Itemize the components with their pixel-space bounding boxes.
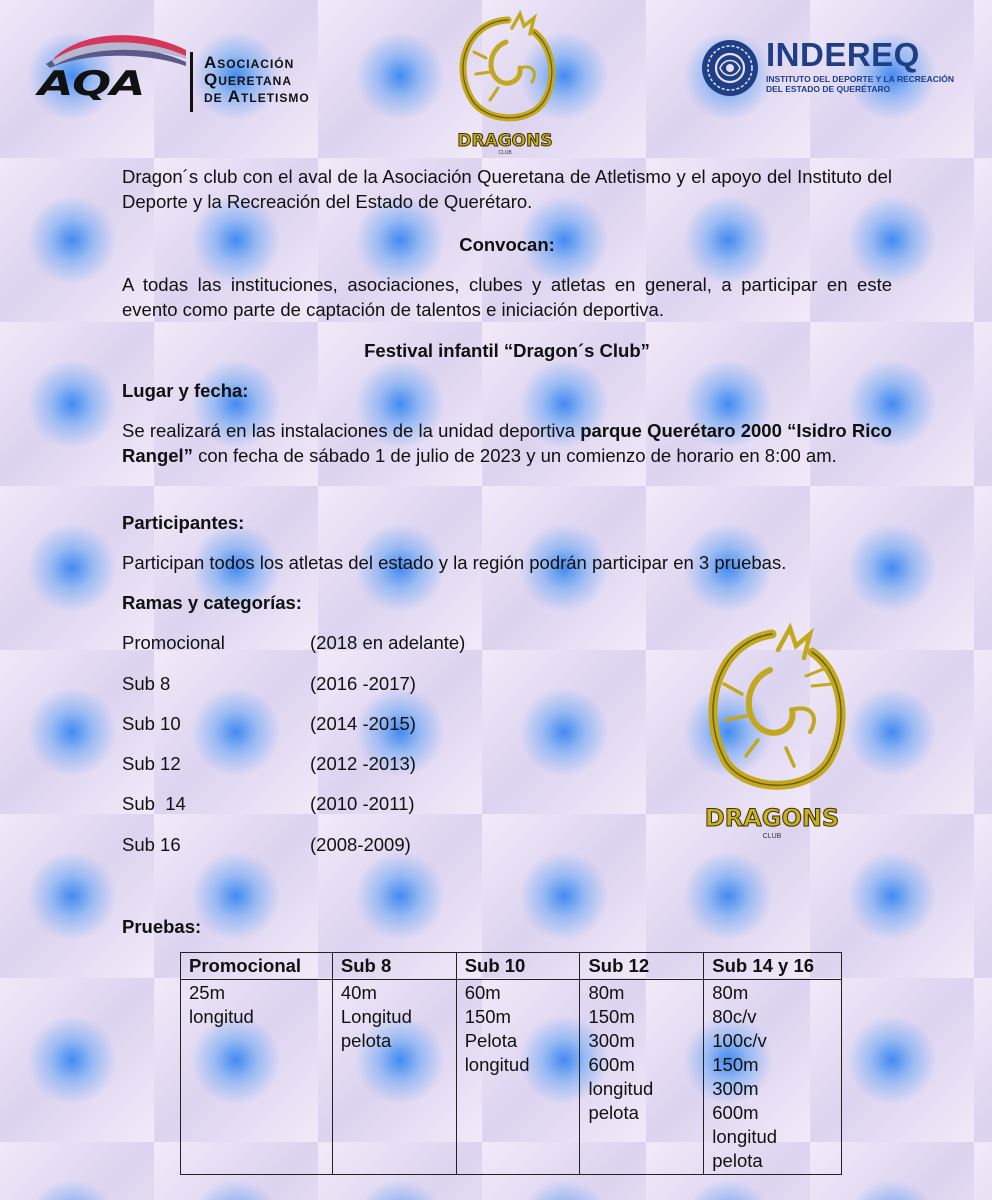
category-name: Sub 12: [122, 753, 181, 774]
event-item: longitud: [464, 1054, 530, 1075]
indereq-sub1: INSTITUTO DEL DEPORTE Y LA RECREACIÓN: [766, 74, 954, 84]
table-cell: [704, 980, 842, 1175]
festival-title: Festival infantil “Dragon´s Club”: [364, 340, 650, 361]
indereq-logo: [700, 36, 980, 106]
pruebas-heading: Pruebas:: [122, 916, 202, 937]
dragons-club-side: CLUB: [762, 833, 782, 840]
event-item: longitud: [189, 1006, 254, 1027]
event-item: 80m: [588, 982, 625, 1003]
lugar-paragraph: [122, 418, 892, 468]
pruebas-table: [180, 952, 842, 1175]
dragon-icon: [463, 14, 552, 118]
lugar-heading: Lugar y fecha:: [122, 380, 249, 401]
event-item: 100c/v: [712, 1030, 767, 1051]
column-header: Sub 8: [332, 953, 456, 980]
aqa-name: [204, 54, 310, 105]
event-item: 300m: [712, 1078, 759, 1099]
category-years: (2016 -2017): [310, 673, 416, 694]
category-years: (2010 -2011): [310, 793, 415, 814]
dragons-club-top: CLUB: [498, 150, 512, 156]
intro-paragraph: Dragon´s club con el aval de la Asociación Queretana de Atletismo y el apoyo del Instituto del Deporte y la Recreación del Estado de Querétaro.: [122, 166, 892, 212]
event-item: pelota: [588, 1102, 639, 1123]
column-header: Sub 14 y 16: [704, 953, 842, 980]
category-years: (2018 en adelante): [310, 632, 466, 653]
category-name: Promocional: [122, 632, 225, 653]
table-cell: [580, 980, 704, 1175]
aqa-line3: de Atletismo: [204, 87, 310, 106]
event-item: longitud: [712, 1126, 778, 1147]
event-item: 60m: [464, 982, 501, 1003]
event-item: pelota: [712, 1150, 763, 1171]
event-item: 40m: [340, 982, 377, 1003]
category-years: (2012 -2013): [310, 753, 416, 774]
column-header: Sub 12: [580, 953, 704, 980]
dragons-word-side: DRAGONS: [704, 804, 840, 832]
event-item: Longitud: [340, 1006, 412, 1027]
dragons-club-logo-top: [446, 8, 564, 156]
ramas-heading: Ramas y categorías:: [122, 592, 302, 613]
event-item: 80m: [712, 982, 749, 1003]
event-item: 600m: [712, 1102, 759, 1123]
category-name: Sub 16: [122, 834, 181, 855]
table-header-row: [181, 953, 842, 980]
aqa-mark: AQA: [38, 64, 145, 104]
category-name: Sub 10: [122, 713, 181, 734]
event-item: 150m: [464, 1006, 511, 1027]
indereq-emblem-icon: [700, 36, 760, 100]
lugar-venue: parque Querétaro 2000 “Isidro Rico Rangel”: [122, 420, 892, 466]
invitation-paragraph: A todas las instituciones, asociaciones, clubes y atletas en general, a participar en este evento como parte de captación de talentos e iniciación deportiva.: [122, 274, 892, 320]
indereq-title: INDEREQ: [766, 36, 920, 73]
event-item: 150m: [712, 1054, 759, 1075]
category-years: (2014 -2015): [310, 713, 416, 734]
aqa-line1: Asociación: [204, 53, 295, 72]
event-item: 300m: [588, 1030, 635, 1051]
aqa-line2: Queretana: [204, 70, 293, 89]
table-cell: [332, 980, 456, 1175]
column-header: Promocional: [181, 953, 333, 980]
lugar-text-a: Se realizará en las instalaciones de la unidad deportiva: [122, 420, 581, 441]
category-name: Sub 14: [122, 793, 186, 814]
lugar-text-b: con fecha de sábado 1 de julio de 2023 y un comienzo de horario en 8:00 am.: [192, 445, 837, 466]
category-years: (2008-2009): [310, 834, 411, 855]
table-cell: [456, 980, 580, 1175]
dragons-word-top: DRAGONS: [457, 131, 553, 151]
indereq-sub2: DEL ESTADO DE QUERÉTARO: [766, 84, 891, 94]
event-item: 600m: [588, 1054, 635, 1075]
event-item: longitud: [588, 1078, 654, 1099]
event-item: 150m: [588, 1006, 635, 1027]
event-item: 25m: [189, 982, 225, 1003]
category-name: Sub 8: [122, 673, 171, 694]
table-cell: [181, 980, 333, 1175]
aqa-separator: [190, 52, 193, 112]
event-item: pelota: [340, 1030, 392, 1051]
participantes-heading: Participantes:: [122, 512, 245, 533]
dragon-icon: [713, 628, 841, 785]
column-header: Sub 10: [456, 953, 580, 980]
event-item: Pelota: [464, 1030, 518, 1051]
table-row: [181, 980, 842, 1175]
aqa-logo: [36, 28, 366, 108]
participantes-paragraph: Participan todos los atletas del estado y la región podrán participar en 3 pruebas.: [122, 552, 787, 573]
indereq-subtitle: [766, 74, 954, 94]
convocan-heading: Convocan:: [459, 234, 555, 255]
event-item: 80c/v: [712, 1006, 757, 1027]
dragons-club-logo-side: [686, 622, 858, 848]
